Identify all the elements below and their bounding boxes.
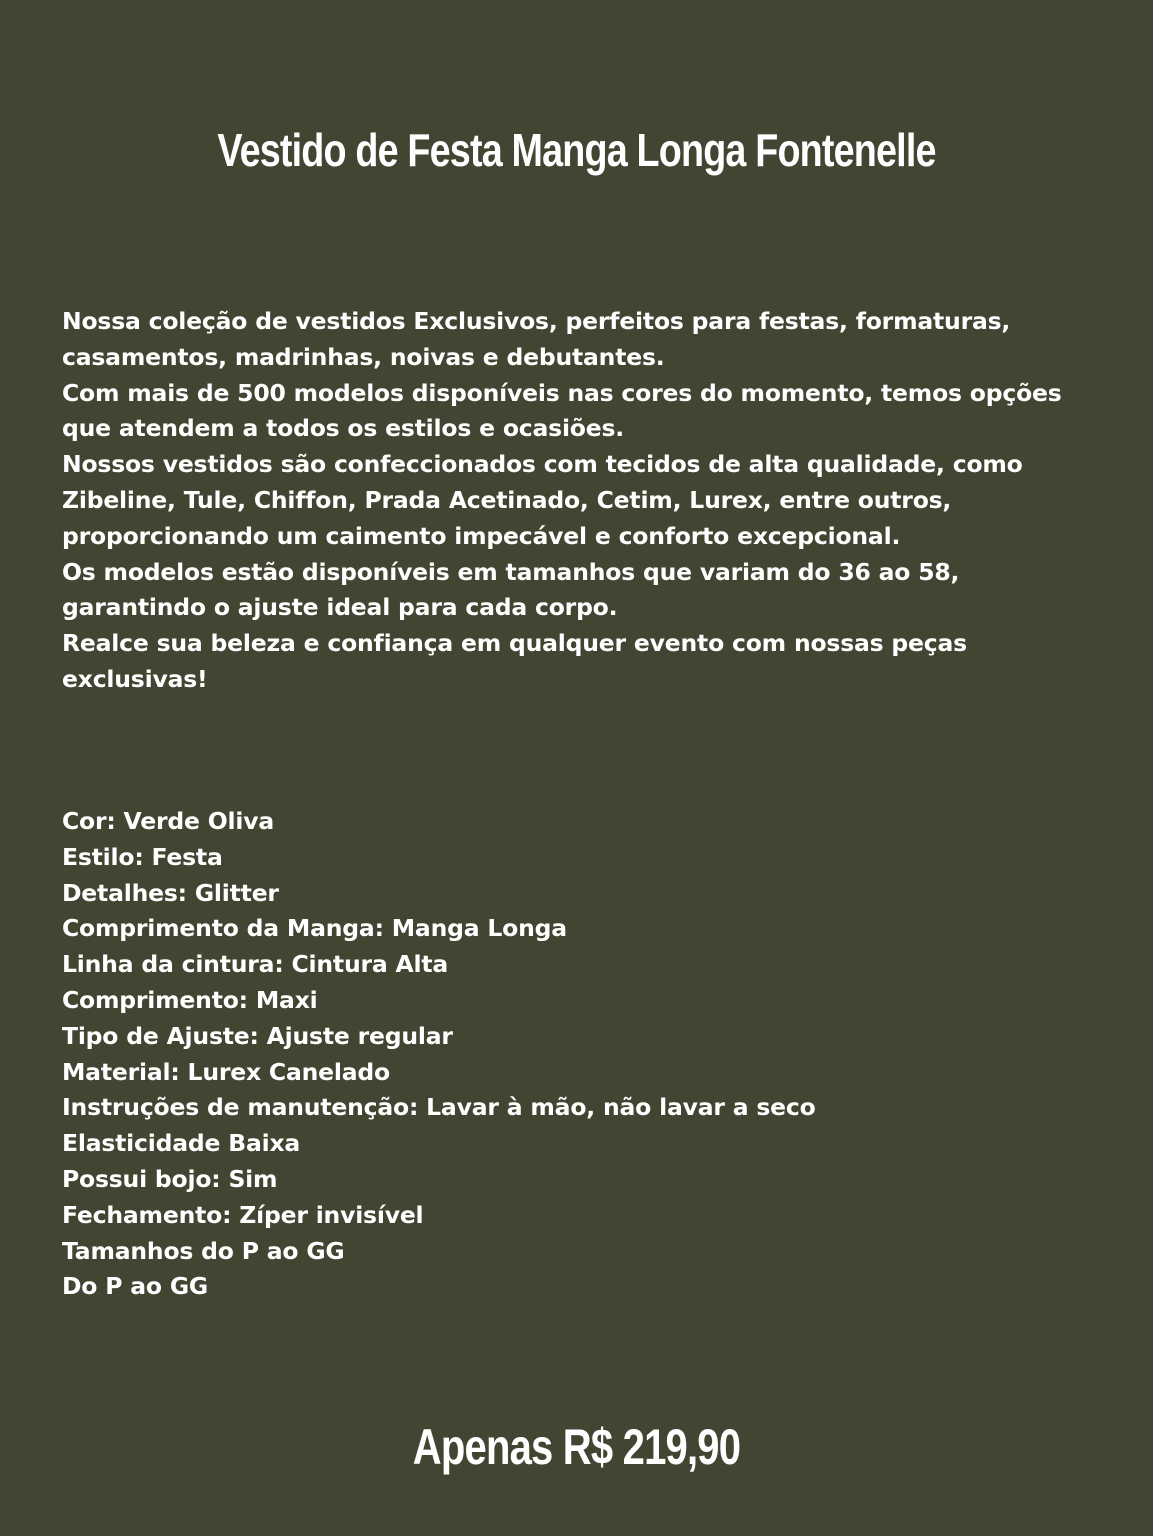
spec-item: Detalhes: Glitter [62, 878, 279, 907]
spec-item: Elasticidade Baixa [62, 1129, 301, 1158]
spec-item: Comprimento: Maxi [62, 985, 318, 1014]
spec-item: Do P ao GG [62, 1272, 208, 1301]
spec-item: Cor: Verde Oliva [62, 807, 274, 835]
product-title: Vestido de Festa Manga Longa Fontenelle [217, 123, 936, 176]
description-paragraph: Nossa coleção de vestidos Exclusivos, perfeitos para festas, formaturas, casamentos, madrinhas, noivas e debutantes. [62, 307, 1011, 371]
spec-item: Tamanhos do P ao GG [62, 1236, 345, 1265]
spec-item: Possui bojo: Sim [62, 1164, 278, 1193]
spec-item: Instruções de manutenção: Lavar à mão, não lavar a seco [62, 1093, 816, 1122]
description-paragraph: Nossos vestidos são confeccionados com tecidos de alta qualidade, como Zibeline, Tule, Chiffon, Prada Acetinado, Cetim, Lurex, entre outros, proporcionando um caimento impecável e conforto excepcional. [62, 450, 1023, 550]
product-specs-list [62, 804, 1102, 1305]
description-paragraph: Os modelos estão disponíveis em tamanhos que variam do 36 ao 58, garantindo o ajuste ideal para cada corpo. [62, 557, 960, 622]
product-description [62, 304, 1102, 698]
spec-item: Material: Lurex Canelado [62, 1057, 390, 1086]
spec-item: Linha da cintura: Cintura Alta [62, 950, 449, 979]
spec-item: Tipo de Ajuste: Ajuste regular [62, 1021, 453, 1050]
spec-item: Comprimento da Manga: Manga Longa [62, 914, 567, 943]
description-paragraph: Com mais de 500 modelos disponíveis nas cores do momento, temos opções que atendem a todos os estilos e ocasiões. [62, 378, 1062, 443]
product-price: Apenas R$ 219,90 [412, 1419, 741, 1475]
description-paragraph: Realce sua beleza e confiança em qualquer evento com nossas peças exclusivas! [62, 629, 967, 693]
spec-item: Estilo: Festa [62, 842, 223, 871]
spec-item: Fechamento: Zíper invisível [62, 1200, 424, 1229]
